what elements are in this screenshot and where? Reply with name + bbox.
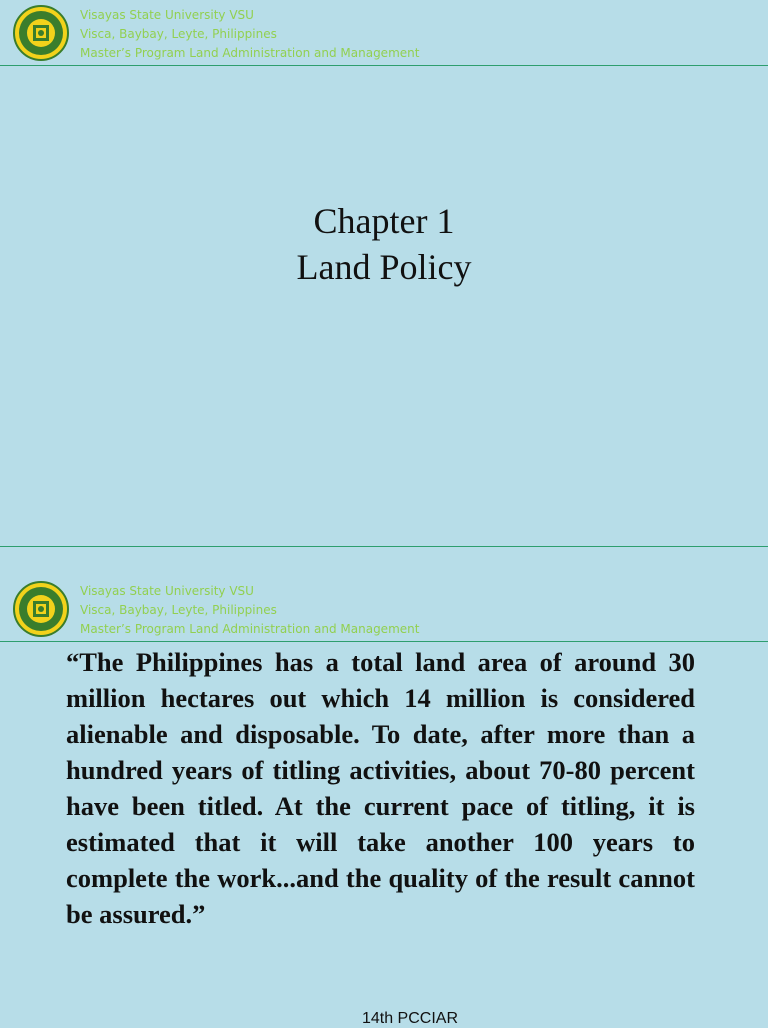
university-name: Visayas State University VSU <box>80 584 254 598</box>
header-divider <box>0 65 768 66</box>
university-seal-icon <box>11 5 71 61</box>
university-address: Visca, Baybay, Leyte, Philippines <box>80 603 277 617</box>
quote-citation: 14th PCCIAR <box>361 1010 459 1027</box>
slide-header <box>0 0 768 66</box>
chapter-label: Chapter 1 <box>313 201 455 241</box>
chapter-title: Land Policy <box>296 247 472 287</box>
quote-text: “The Philippines has a total land area of around 30 million hectares out which 14 million is considered alienable and disposable. To date, after more than a hundred years of titling activities, about 70-80 percent have been titled. At the current pace of titling, it is estimated that it will take another 100 years to complete the work...and the quality of the result cannot be assured.” <box>66 647 695 929</box>
header-divider <box>0 641 768 642</box>
slide-title <box>0 198 768 290</box>
slide-divider <box>0 546 768 547</box>
program-name: Master’s Program Land Administration and Management <box>80 622 420 636</box>
university-name: Visayas State University VSU <box>80 8 254 22</box>
university-seal-icon <box>11 581 71 637</box>
university-address: Visca, Baybay, Leyte, Philippines <box>80 27 277 41</box>
slide-header <box>0 576 768 642</box>
slide-2 <box>0 576 768 1027</box>
program-name: Master’s Program Land Administration and Management <box>80 46 420 60</box>
